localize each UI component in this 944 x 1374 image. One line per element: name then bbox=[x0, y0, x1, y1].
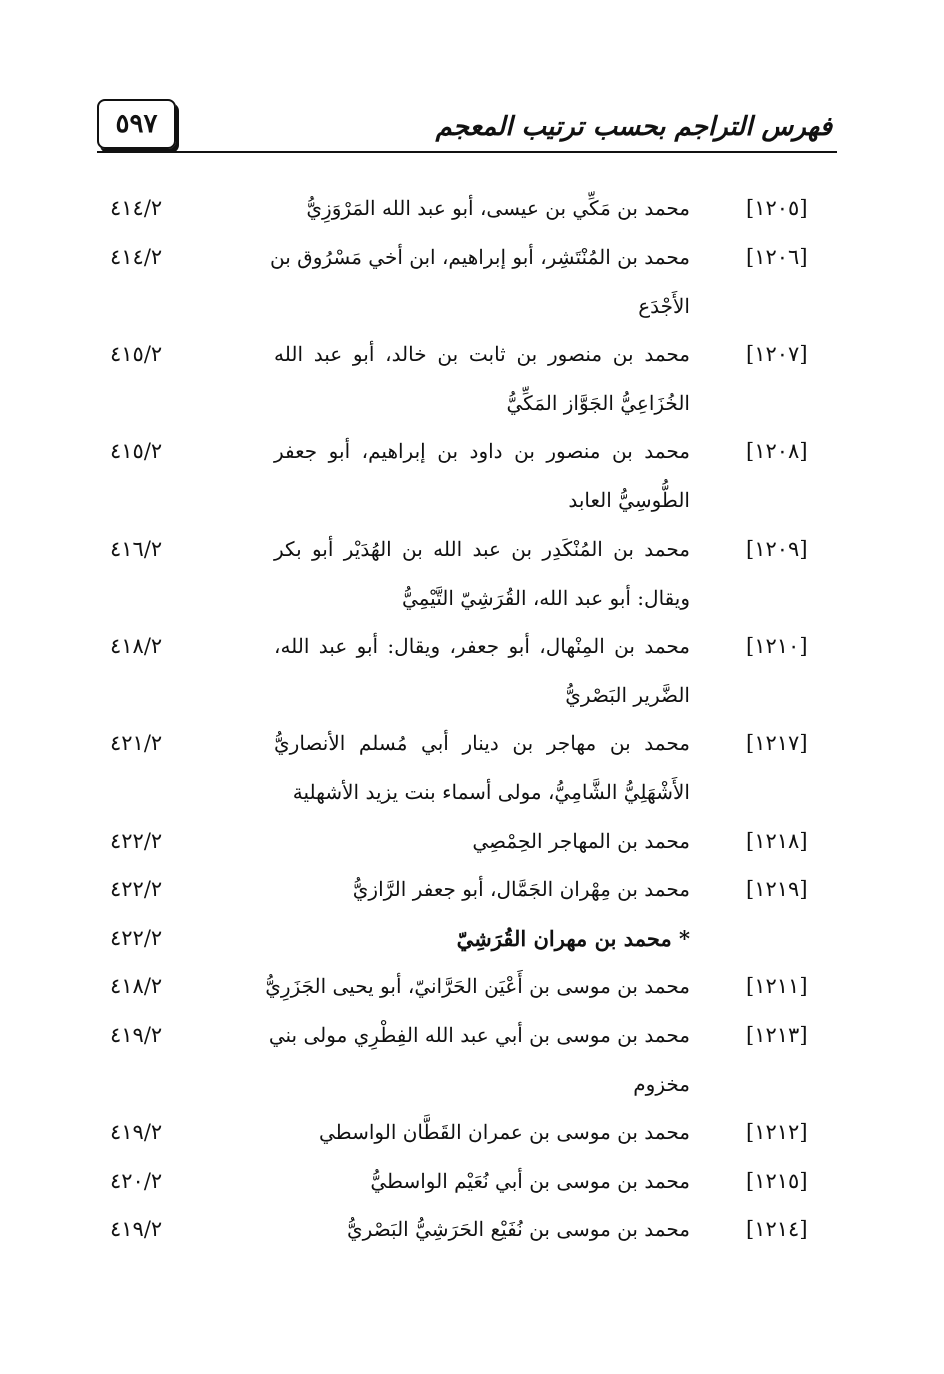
entry-name: محمد بن مِهْران الجَمَّال، أبو جعفر الرَّازيُّ bbox=[352, 877, 690, 901]
entry-reference: ٤٢٠/٢ bbox=[110, 1169, 163, 1193]
entry-number: [١٢١٠] bbox=[746, 634, 808, 658]
entry-number: [١٢١٥] bbox=[746, 1169, 808, 1193]
entry-number: [١٢١٨] bbox=[746, 829, 808, 853]
entry-reference: ٤١٨/٢ bbox=[110, 974, 163, 998]
entry-number: [١٢١٤] bbox=[746, 1217, 808, 1241]
entry-reference: ٤٢١/٢ bbox=[110, 731, 163, 755]
entry-number: [١٢١٣] bbox=[746, 1023, 808, 1047]
entry-reference: ٤١٤/٢ bbox=[110, 245, 163, 269]
entry-reference: ٤١٥/٢ bbox=[110, 439, 163, 463]
entry-number: [١٢٠٧] bbox=[746, 342, 808, 366]
entry-reference: ٤٢٢/٢ bbox=[110, 829, 163, 853]
entry-name: محمد بن المُنْتَشِر، أبو إبراهيم، ابن أخي مَسْرُوق بن bbox=[270, 245, 690, 269]
entry-reference: ٤١٦/٢ bbox=[110, 537, 163, 561]
entry-reference: ٤١٩/٢ bbox=[110, 1023, 163, 1047]
entry-number: [١٢٠٦] bbox=[746, 245, 808, 269]
entry-name-continued: ويقال: أبو عبد الله، القُرَشِيّ التَّيْمِيُّ bbox=[401, 586, 690, 610]
entry-number: [١٢٠٩] bbox=[746, 537, 808, 561]
entry-reference: ٤١٤/٢ bbox=[110, 196, 163, 220]
entry-name: محمد بن مهاجر بن دينار أبي مُسلم الأنصاريُّ bbox=[274, 731, 690, 755]
entry-name: محمد بن موسى بن أبي عبد الله الفِطْرِي مولى بني bbox=[268, 1023, 690, 1047]
entry-reference: ٤٢٢/٢ bbox=[110, 926, 163, 950]
entry-name: محمد بن موسى بن أَعْيَن الحَرَّانيّ، أبو يحيى الجَزَرِيُّ bbox=[265, 974, 690, 998]
entry-name: محمد بن المهاجر الحِمْصِي bbox=[472, 829, 690, 853]
entry-name: محمد بن موسى بن نُفَيْع الحَرَشِيُّ البَصْريُّ bbox=[347, 1217, 690, 1241]
entry-number: [١٢١٢] bbox=[746, 1120, 808, 1144]
running-title: فهرس التراجم بحسب ترتيب المعجم bbox=[435, 112, 832, 142]
entry-number: [١٢٠٨] bbox=[746, 439, 808, 463]
entry-name: محمد بن المِنْهال، أبو جعفر، ويقال: أبو عبد الله، bbox=[274, 634, 690, 658]
entry-name-continued: الطُّوسِيُّ العابد bbox=[568, 488, 690, 512]
entry-reference: ٤١٩/٢ bbox=[110, 1120, 163, 1144]
entry-name-continued: الضَّرير البَصْريُّ bbox=[565, 683, 690, 707]
entry-reference: ٤١٥/٢ bbox=[110, 342, 163, 366]
entry-name-continued: الأَجْدَع bbox=[638, 294, 690, 318]
entry-name: محمد بن موسى بن أبي نُعَيْم الواسطيُّ bbox=[370, 1169, 690, 1193]
entry-name: محمد بن منصور بن داود بن إبراهيم، أبو جعفر bbox=[274, 439, 690, 463]
entry-name: محمد بن موسى بن عمران القَطَّان الواسطي bbox=[319, 1120, 690, 1144]
entry-name: محمد بن مَكِّي بن عيسى، أبو عبد الله المَرْوَزِيُّ bbox=[306, 196, 690, 220]
entry-number: [١٢١٧] bbox=[746, 731, 808, 755]
entry-name-continued: الأَشْهَلِيُّ الشَّامِيُّ، مولى أسماء بنت يزيد الأشهلية bbox=[292, 780, 690, 804]
entry-number: [١٢١١] bbox=[746, 974, 808, 998]
entry-name: محمد بن منصور بن ثابت بن خالد، أبو عبد الله bbox=[274, 342, 690, 366]
entry-name-continued: الخُزَاعِيُّ الجَوَّاز المَكِّيُّ bbox=[506, 391, 690, 415]
entry-reference: ٤٢٢/٢ bbox=[110, 877, 163, 901]
entry-name: محمد بن المُنْكَدِر بن عبد الله بن الهُدَيْر أبو بكر bbox=[274, 537, 690, 561]
page-number: ٥٩٧ bbox=[97, 99, 176, 149]
entry-name: * محمد بن مهران القُرَشِيّ bbox=[456, 926, 690, 951]
entry-number: [١٢٠٥] bbox=[746, 196, 808, 220]
entry-number: [١٢١٩] bbox=[746, 877, 808, 901]
entry-reference: ٤١٩/٢ bbox=[110, 1217, 163, 1241]
entry-name-continued: مخزوم bbox=[633, 1072, 690, 1096]
entry-reference: ٤١٨/٢ bbox=[110, 634, 163, 658]
